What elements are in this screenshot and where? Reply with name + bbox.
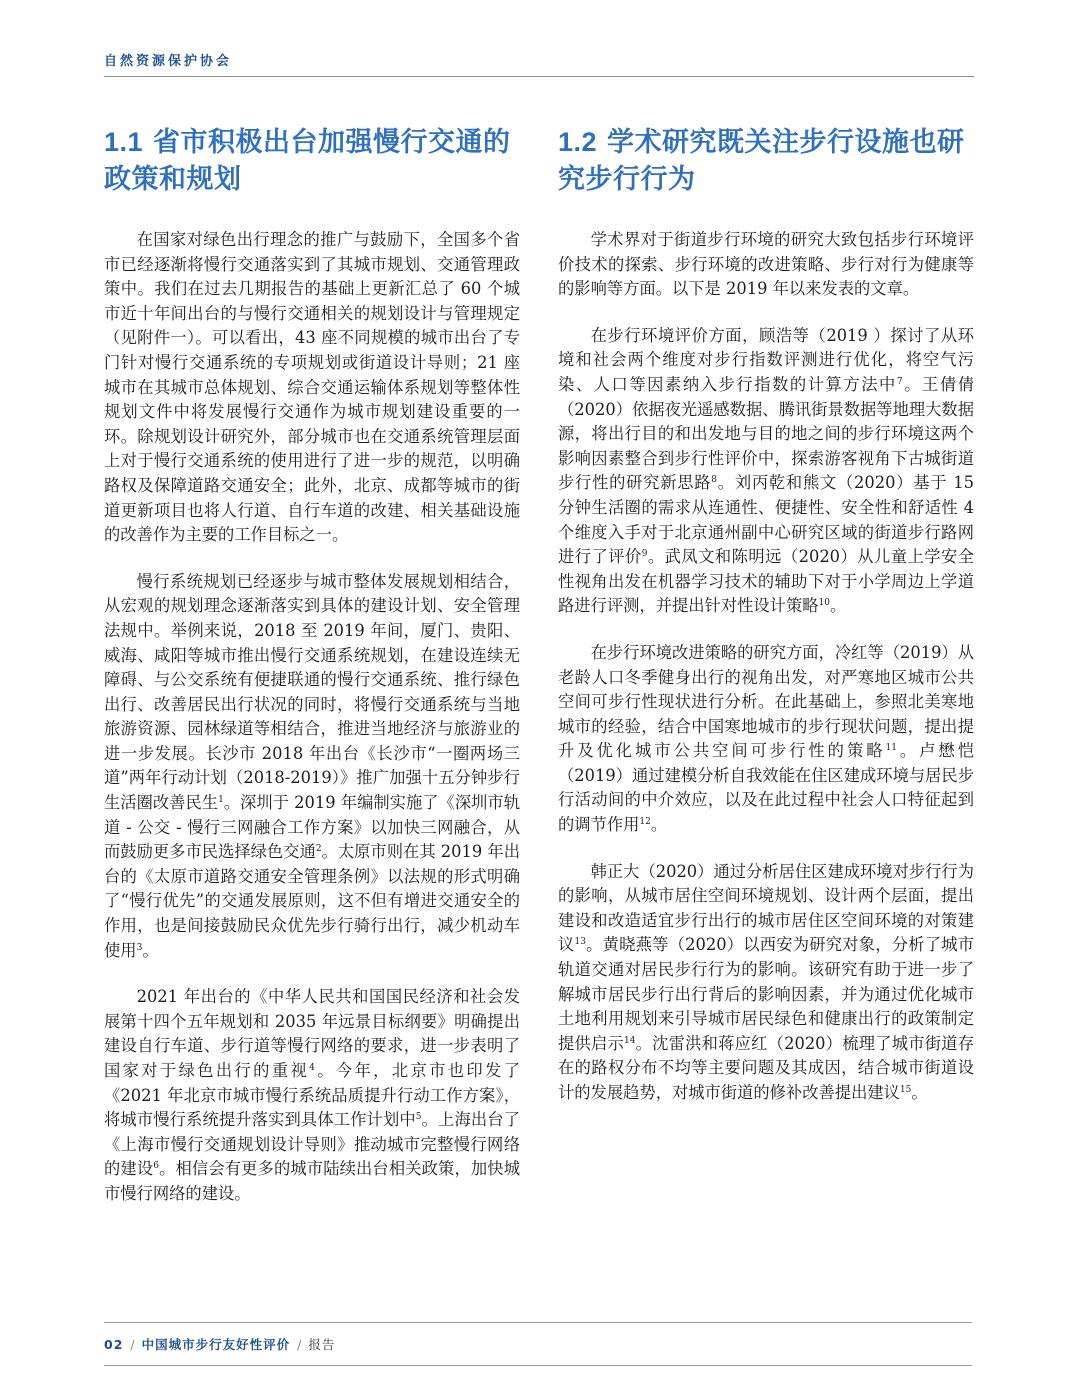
- footnote-ref: 4: [309, 1063, 315, 1073]
- body-paragraph: [558, 324, 974, 619]
- footnote-ref: 12: [639, 817, 651, 828]
- body-paragraph: [558, 228, 974, 302]
- page-footer: [104, 1322, 972, 1366]
- report-title: 中国城市步行友好性评价: [141, 1337, 291, 1352]
- footnote-ref: 14: [623, 1035, 636, 1046]
- footnote-ref: 9: [641, 549, 648, 560]
- paragraph-text: 慢行系统规划已经逐步与城市整体发展规划相结合，从宏观的规划理念逐渐落实到具体的建设计划、安全管理法规中。举例来说，2018 至 2019 年间，厦门、贵阳、威海、咸阳等城市推出慢行交通系统规划，在建设连续无障碍、与公交系统有便捷联通的慢行交通系统、推行绿色出行、改善居民出行状况的同时，将慢行交通系统与当地旅游资源、园林绿道等相结合，推进当地经济与旅游业的进一步发展。长沙市 2018 年出台《长沙市“一圈两场三道”两年行动计划（2018-2019）》推广加强十五分钟步行生活圈改善民生: [104, 571, 520, 813]
- body-paragraph: [104, 570, 520, 964]
- right-body: [558, 228, 974, 1106]
- body-paragraph: [558, 641, 974, 838]
- footnote-ref: 15: [899, 1085, 912, 1095]
- header-bar: [104, 44, 974, 77]
- footnote-ref: 5: [415, 1112, 422, 1123]
- paragraph-text: 。: [911, 1083, 928, 1102]
- paragraph-text: 。太原市则在其 2019 年出台的《太原市道路交通安全管理条例》以法规的形式明确了“慢行优先”的交通发展原则，这不但有增进交通安全的作用，也是间接鼓励民众优先步行骑行出行，减少机动车使用: [104, 842, 520, 960]
- footnote-ref: 3: [136, 942, 143, 953]
- section-title: 学术研究既关注步行设施也研究步行行为: [558, 127, 965, 195]
- paragraph-text: 在国家对绿色出行理念的推广与鼓励下，全国多个省市已经逐渐将慢行交通落实到了其城市规划、交通管理政策中。我们在过去几期报告的基础上更新汇总了 60 个城市近十年间出台的与慢行交通相关的规划设计与管理规定（见附件一）。可以看出，43 座不同规模的城市出台了专门针对慢行交通系统的专项规划或街道设计导则；21 座城市在其城市总体规划、综合交通运输体系规划等整体性规划文件中将发展慢行交通作为城市规划建设重要的一环。除规划设计研究外，部分城市也在交通系统管理层面上对于慢行交通系统的使用进行了进一步的规范，以明确路权及保障道路交通安全；此外，北京、成都等城市的街道更新项目也将人行道、自行车道的改建、相关基础设施的改善作为主要的工作目标之一。: [104, 230, 520, 545]
- paragraph-text: 。: [650, 815, 668, 835]
- paragraph-text: 。武凤文和陈明远（2020）从儿童上学安全性视角出发在机器学习技术的辅助下对于小学周边上学道路进行评测，并提出针对性设计策略: [558, 547, 974, 616]
- footnote-ref: 8: [711, 475, 718, 486]
- page-number: 02: [104, 1337, 124, 1352]
- footnote-ref: 7: [896, 376, 903, 387]
- footer-separator: /: [130, 1337, 135, 1352]
- paragraph-text: 。相信会有更多的城市陆续出台相关政策，加快城市慢行网络的建设。: [104, 1159, 520, 1203]
- paragraph-text: 在步行环境评价方面，顾浩等（2019 ）探讨了从环境和社会两个维度对步行指数评测进行优化，将空气污染、人口等因素纳入步行指数的计算方法中: [558, 325, 974, 394]
- footnote-ref: 2: [315, 844, 322, 855]
- section-heading-1-1: [104, 124, 520, 198]
- paragraph-text: 。今年，北京市也印发了《2021 年北京市城市慢行系统品质提升行动工作方案》，将城市慢行系统提升落实到具体工作计划中: [104, 1061, 520, 1130]
- footnote-ref: 6: [153, 1161, 159, 1172]
- organization-name: 自然资源保护协会: [104, 54, 233, 69]
- body-paragraph: [104, 985, 520, 1206]
- paragraph-text: 。刘丙乾和熊文（2020）基于 15 分钟生活圈的需求从连通性、便捷性、安全性和舒适性 4 个维度入手对于北京通州副中心研究区域的街道步行路网进行了评价: [558, 473, 974, 567]
- paragraph-text: 。王倩倩（2020）依据夜光遥感数据、腾讯街景数据等地理大数据源，将出行目的和出发地与目的地之间的步行环境这两个影响因素整合到步行性评价中，探索游客视角下古城街道步行性的研究新思路: [558, 374, 974, 493]
- report-type: 报告: [308, 1337, 336, 1352]
- footnote-ref: 11: [885, 743, 897, 754]
- paragraph-text: 。上海出台了《上海市慢行交通规划设计导则》推动城市完整慢行网络的建设: [104, 1110, 520, 1179]
- paragraph-text: 。卢懋恺（2019）通过建模分析自我效能在住区建成环境与居民步行活动间的中介效应，以及在此过程中社会人口特征起到的调节作用: [558, 741, 974, 835]
- body-paragraph: [558, 860, 974, 1106]
- paragraph-text: 韩正大（2020）通过分析居住区建成环境对步行行为的影响，从城市居住空间环境规划、设计两个层面，提出建设和改造适宜步行出行的城市居住区空间环境的对策建议: [558, 861, 974, 955]
- footnote-ref: 1: [218, 795, 224, 806]
- section-title: 省市积极出台加强慢行交通的政策和规划: [104, 127, 511, 195]
- paragraph-text: 。: [142, 940, 159, 960]
- left-body: [104, 228, 520, 1207]
- right-column: [558, 124, 974, 1128]
- paragraph-text: 。: [829, 596, 847, 616]
- section-number: 1.1: [104, 127, 144, 157]
- paragraph-text: 在步行环境改进策略的研究方面，冷红等（2019）从老龄人口冬季健身出行的视角出发，对严寒地区城市公共空间可步行性现状进行分析。在此基础上，参照北美寒地城市的经验，结合中国寒地城市的步行现状问题，提出提升及优化城市公共空间可步行性的策略: [558, 642, 974, 761]
- footnote-ref: 10: [818, 598, 830, 609]
- section-heading-1-2: [558, 124, 974, 198]
- paragraph-text: 。黄晓燕等（2020）以西安为研究对象，分析了城市轨道交通对居民步行行为的影响。该研究有助于进一步了解城市居民步行出行背后的影响因素，并为通过优化城市土地利用规划来引导城市居民绿色和健康出行的政策制定提供启示: [558, 935, 974, 1053]
- paragraph-text: 。沈雷洪和蒋应红（2020）梳理了城市街道存在的路权分布不均等主要问题及其成因，结合城市街道设计的发展趋势，对城市街道的修补改善提出建议: [558, 1033, 974, 1102]
- footnote-ref: 13: [574, 937, 586, 948]
- footer-separator: /: [297, 1337, 302, 1352]
- body-paragraph: [104, 228, 520, 548]
- section-number: 1.2: [558, 127, 598, 157]
- paragraph-text: 2021 年出台的《中华人民共和国国民经济和社会发展第十四个五年规划和 2035 年远景目标纲要》明确提出建设自行车道、步行道等慢行网络的要求，进一步表明了国家对于绿色出行的重视: [104, 987, 520, 1080]
- paragraph-text: 。深圳于 2019 年编制实施了《深圳市轨道 - 公交 - 慢行三网融合工作方案》以加快三网融合，从而鼓励更多市民选择绿色交通: [104, 793, 520, 862]
- paragraph-text: 学术界对于街道步行环境的研究大致包括步行环境评价技术的探索、步行环境的改进策略、步行对行为健康等的影响等方面。以下是 2019 年以来发表的文章。: [558, 230, 974, 299]
- left-column: [104, 124, 520, 1229]
